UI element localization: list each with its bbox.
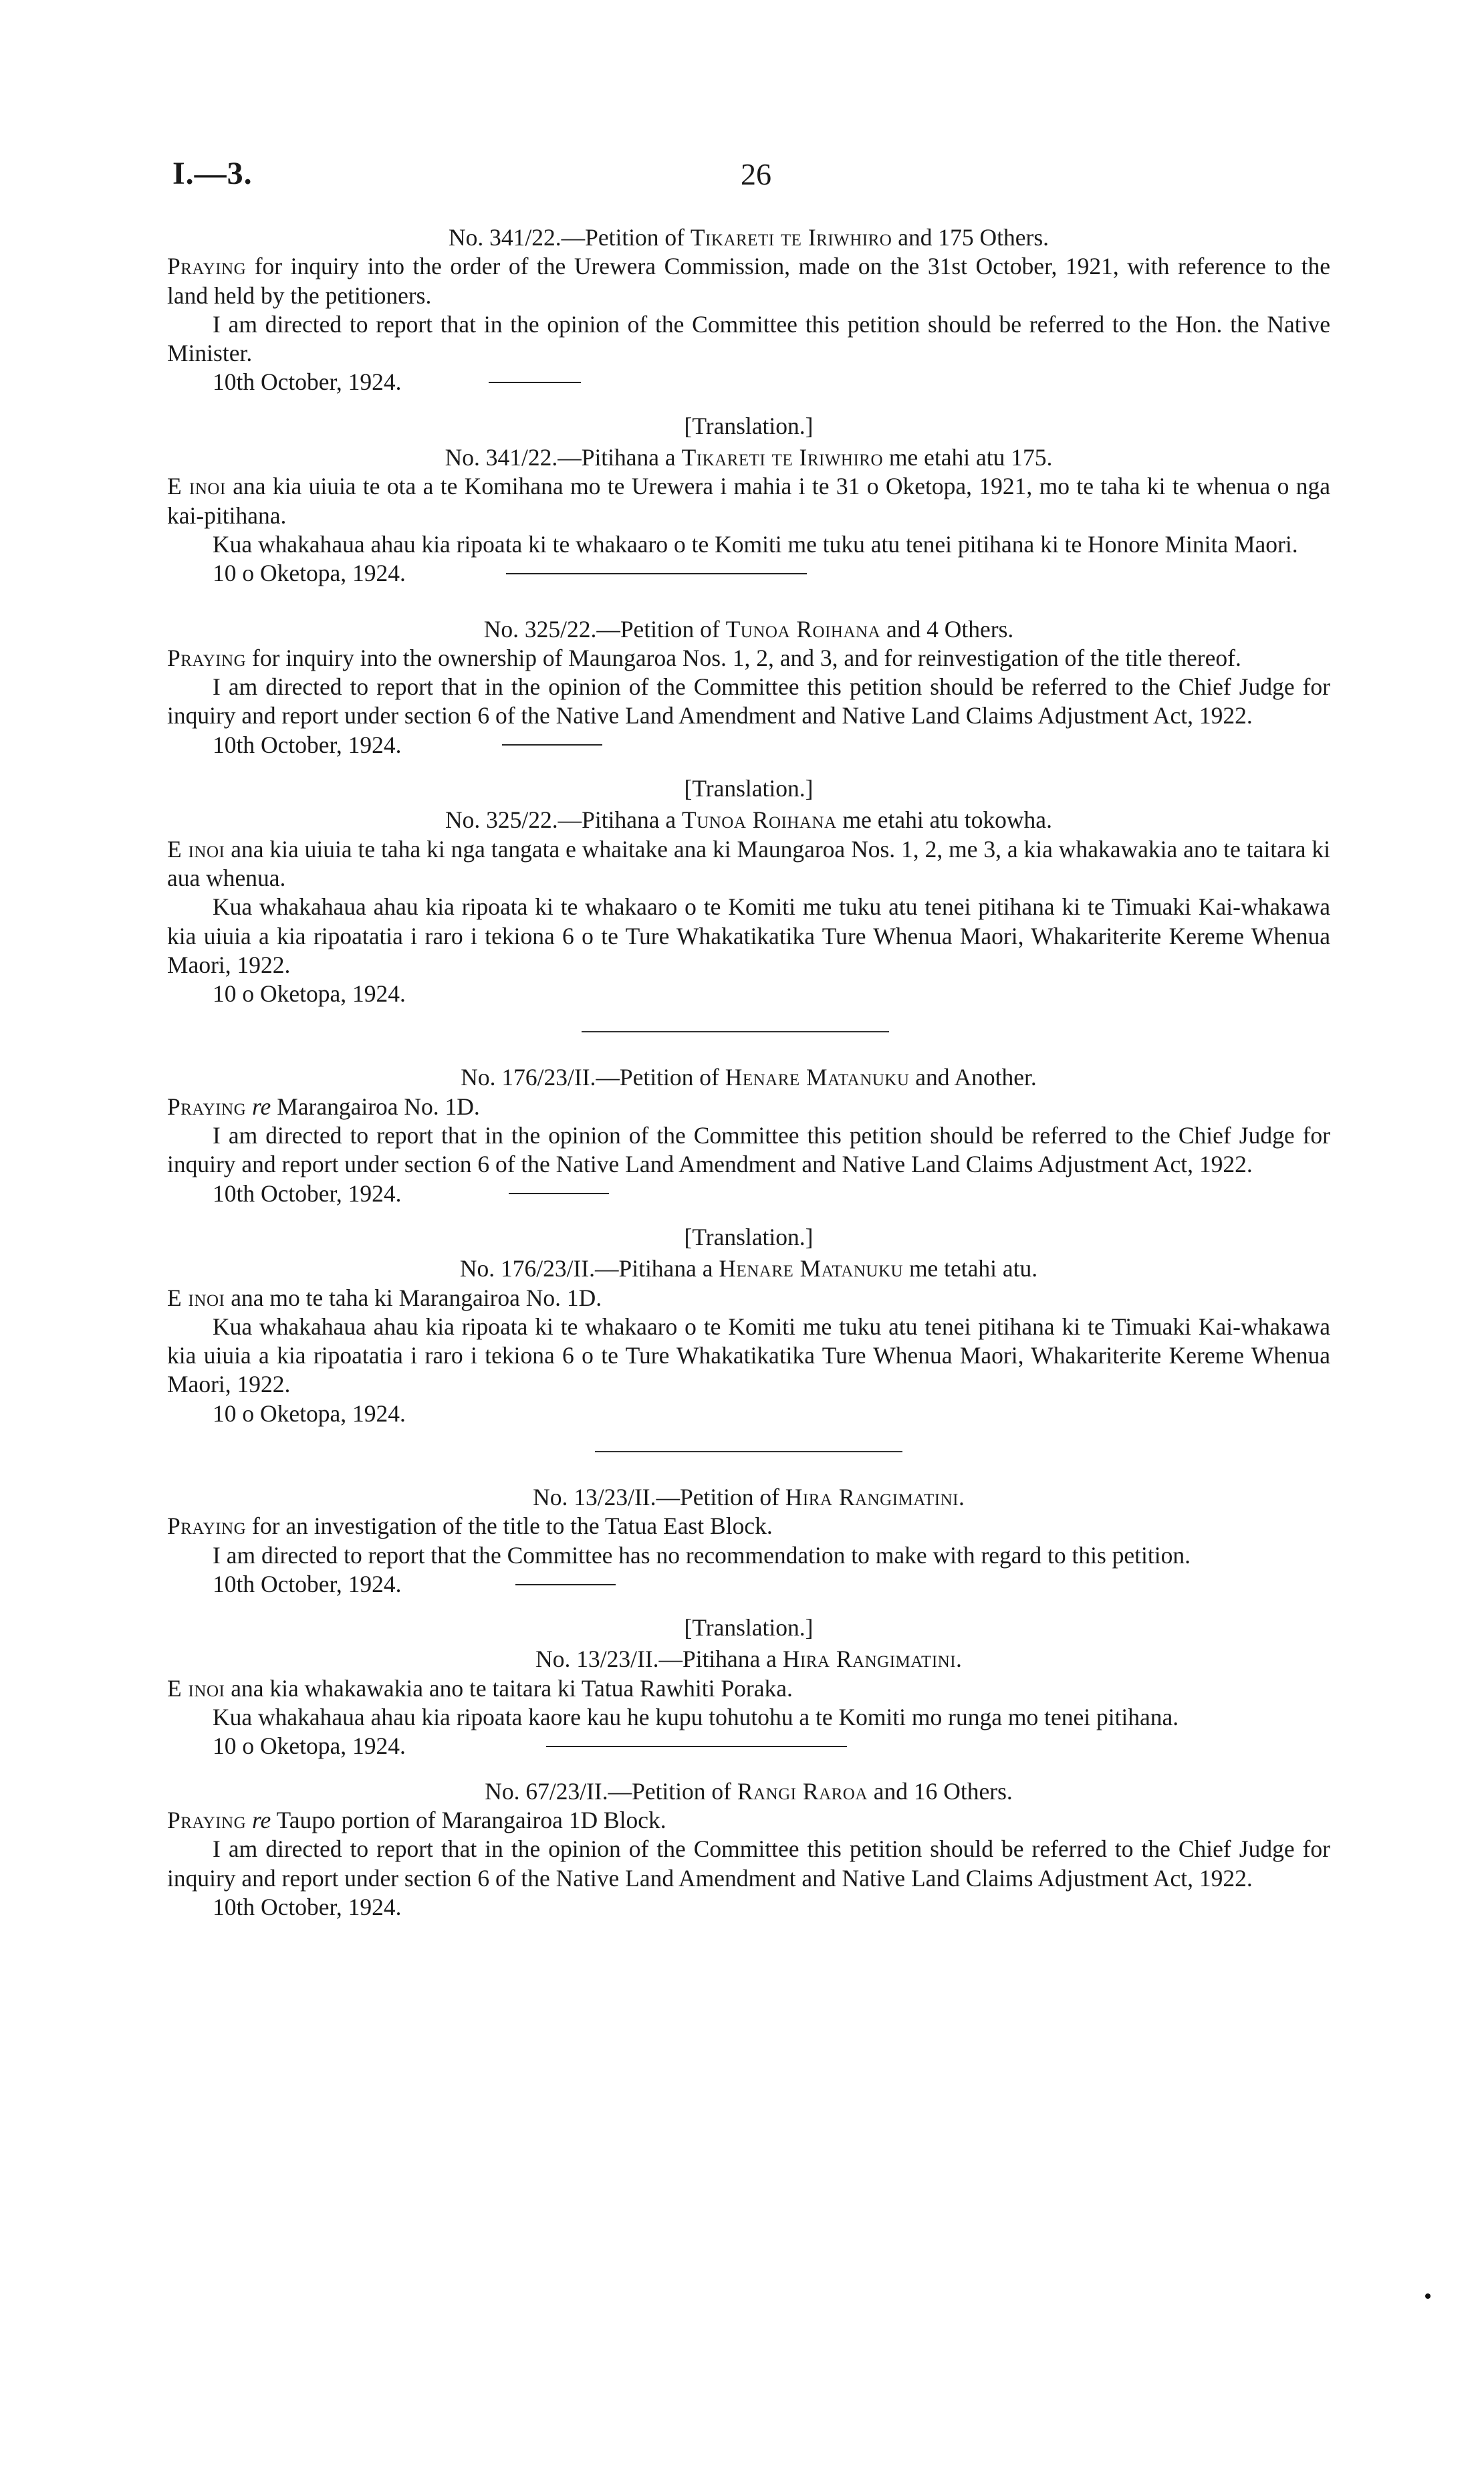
translation-report: Kua whakahaua ahau kia ripoata ki te whakaaro o te Komiti me tuku atu tenei pitihana ki te Timuaki Kai-whakawa kia uiuia a kia ripoatatia i raro i tekiona 6 o te Ture Whakatikatika Ture Whenua Maori, Whakariterite Kereme Whenua Maori, 1922. [167,1313,1330,1398]
petitioner-name: Hira Rangimatini [785,1483,959,1510]
petition-prayer: Praying for inquiry into the order of the Urewera Commission, made on the 31st October, 1921, with reference to the land held by the petitioners. [167,253,1330,309]
translation-label: [Translation.] [684,1614,814,1642]
petition-entry [167,223,1330,588]
petitioner-name: Rangi Raroa [737,1777,868,1805]
divider [502,744,602,746]
report-date: 10th October, 1924. [167,731,1330,760]
petition-prayer: Praying for an investigation of the title to the Tatua East Block. [167,1512,773,1540]
petitioner-name: Tikareti te Iriwhiro [690,224,892,251]
petition-title: No. 341/22.—Petition of Tikareti te Iriwhiro and 175 Others. [448,224,1049,251]
section-divider [582,1031,889,1032]
translation-report: Kua whakahaua ahau kia ripoata ki te whakaaro o te Komiti me tuku atu tenei pitihana ki te Timuaki Kai-whakawa kia uiuia a kia ripoatatia i raro i tekiona 6 o te Ture Whakatikatika Ture Whenua Maori, Whakariterite Kereme Whenua Maori, 1922. [167,893,1330,978]
report-date: 10th October, 1924. [213,1893,402,1920]
translation-title: No. 325/22.—Pitihana a Tunoa Roihana me etahi atu tokowha. [445,806,1052,834]
translation-date: 10 o Oketopa, 1924. [213,1399,406,1427]
divider [515,1584,616,1585]
petition-title: No. 67/23/II.—Petition of Rangi Raroa and 16 Others. [485,1777,1013,1805]
divider [509,1193,609,1194]
translation-title: No. 13/23/II.—Pitihana a Hira Rangimatini. [535,1646,962,1673]
petition-title: No. 325/22.—Petition of Tunoa Roihana and 4 Others. [483,615,1014,643]
translation-prayer: E inoi ana kia uiuia te taha ki nga tangata e whaitake ana ki Maungaroa Nos. 1, 2, me 3, a kia whakawakia ano te taitara ki aua whenua. [167,835,1330,891]
petition-prayer: Praying re Marangairoa No. 1D. [167,1093,480,1120]
petition-prayer: Praying for inquiry into the ownership of Maungaroa Nos. 1, 2, and 3, and for reinvestigation of the title thereof. [167,644,1241,671]
translation-report: Kua whakahaua ahau kia ripoata ki te whakaaro o te Komiti me tuku atu tenei pitihana ki te Honore Minita Maori. [213,530,1298,558]
committee-report: I am directed to report that in the opinion of the Committee this petition should be referred to the Chief Judge for inquiry and report under section 6 of the Native Land Amendment and Native Land Claims Adjustment Act, 1922. [167,1122,1330,1178]
translation-date: 10 o Oketopa, 1924. [167,559,1330,588]
report-date: 10th October, 1924. [167,1570,1330,1599]
committee-report: I am directed to report that the Committee has no recommendation to make with regard to this petition. [213,1541,1191,1569]
translation-label: [Translation.] [684,412,814,439]
page-number: 26 [741,157,771,191]
translation-prayer: E inoi ana mo te taha ki Marangairoa No. 1D. [167,1284,602,1311]
petition-prayer: Praying re Taupo portion of Marangairoa 1D Block. [167,1806,666,1833]
committee-report: I am directed to report that in the opinion of the Committee this petition should be referred to the Chief Judge for inquiry and report under section 6 of the Native Land Amendment and Native Land Claims Adjustment Act, 1922. [167,1835,1330,1892]
petition-title: No. 13/23/II.—Petition of Hira Rangimatini. [533,1483,965,1510]
committee-report: I am directed to report that in the opinion of the Committee this petition should be referred to the Hon. the Native Minister. [167,310,1330,367]
report-date: 10th October, 1924. [167,1179,1330,1208]
petition-entry [167,1777,1330,1922]
translation-label: [Translation.] [684,1223,814,1250]
translation-block [167,774,1330,1008]
translation-block [167,412,1330,588]
section-divider [595,1451,902,1452]
divider [489,382,581,383]
divider [546,1746,847,1747]
translation-title: No. 341/22.—Pitihana a Tikareti te Iriwhiro me etahi atu 175. [445,444,1053,471]
petition-entry [167,615,1330,1009]
petition-title: No. 176/23/II.—Petition of Henare Matanuku and Another. [461,1064,1037,1091]
petition-entry [167,1483,1330,1761]
divider [506,573,807,574]
translation-prayer: E inoi ana kia uiuia te ota a te Komihana mo te Urewera i mahia i te 31 o Oketopa, 1921, mo te taha ki te whenua o nga kai-pitihana. [167,473,1331,529]
petition-entry [167,1063,1330,1428]
translation-report: Kua whakahaua ahau kia ripoata kaore kau he kupu tohutohu a te Komiti mo runga mo tenei pitihana. [213,1704,1179,1731]
report-date: 10th October, 1924. [167,368,1330,397]
page-body [167,221,1330,1922]
translation-prayer: E inoi ana kia whakawakia ano te taitara ki Tatua Rawhiti Poraka. [167,1674,793,1702]
page-mark [1425,2293,1431,2299]
translation-label: [Translation.] [684,775,814,802]
translation-date: 10 o Oketopa, 1924. [167,1732,1330,1761]
document-reference: I.—3. [172,156,253,191]
petitioner-name: Henare Matanuku [725,1064,910,1091]
translation-title: No. 176/23/II.—Pitihana a Henare Matanuku me tetahi atu. [459,1255,1038,1282]
translation-block [167,1223,1330,1428]
translation-date: 10 o Oketopa, 1924. [213,980,406,1008]
petitioner-name: Tunoa Roihana [725,615,881,643]
committee-report: I am directed to report that in the opinion of the Committee this petition should be referred to the Chief Judge for inquiry and report under section 6 of the Native Land Amendment and Native Land Claims Adjustment Act, 1922. [167,673,1330,729]
translation-block [167,1613,1330,1761]
